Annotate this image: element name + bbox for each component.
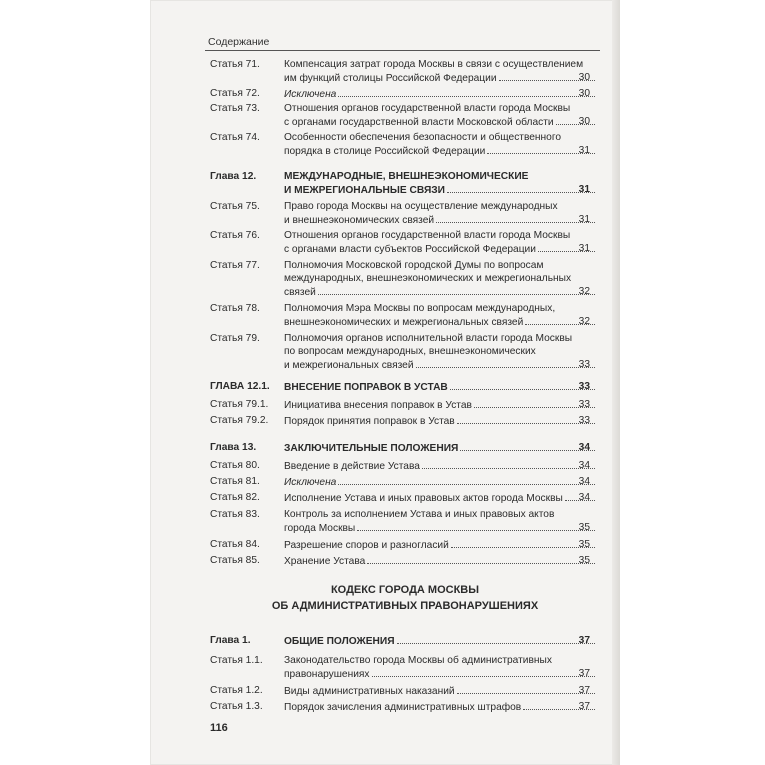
toc-entry-page: 37 [578,635,590,646]
toc-entry-title [284,332,584,372]
toc-entry-title-line [284,315,597,329]
toc-entry-title-line [284,441,597,455]
toc-entry-title-line [284,71,597,85]
toc-entry-title-text: связей [284,287,316,298]
toc-entry-label: Статья 79.1. [210,399,269,410]
toc-entry-title [284,508,584,535]
dot-leader [422,459,595,469]
toc-entry-title [284,380,584,394]
dot-leader [416,358,595,368]
toc-entry-title [284,684,584,698]
toc-entry-title-line [284,475,597,489]
toc-entry-label: Глава 1. [210,635,251,646]
toc-entry-title-line [284,398,597,412]
toc-entry-title-line [284,213,597,227]
toc-entry-title-line [284,538,597,552]
toc-entry-title-text: правонарушениях [284,669,370,680]
toc-entry-label: Статья 85. [210,555,260,566]
toc-entry-page: 34 [578,442,590,453]
dot-leader [318,285,595,295]
toc-entry-title-line [284,554,597,568]
toc-entry-page: 31 [578,145,590,156]
toc-entry-title [284,554,584,568]
toc-entry-title [284,87,584,101]
toc-entry-label: Статья 79.2. [210,415,269,426]
toc-entry-title [284,229,584,256]
toc-entry-label: Статья 78. [210,303,260,314]
toc-entry-label: Статья 81. [210,476,260,487]
toc-entry-title-text: и внешнеэкономических связей [284,215,435,226]
page-number: 116 [210,722,228,734]
toc-entry-title-text: Порядок зачисления административных штрафов [284,702,522,713]
toc-entry-page: 31 [578,214,590,225]
toc-entry-label: Глава 13. [210,442,257,453]
toc-entry-title [284,491,584,505]
toc-entry-title [284,102,584,129]
toc-entry-label: Статья 73. [210,103,260,114]
toc-entry-label: Статья 79. [210,333,260,344]
toc-entry-title [284,441,584,455]
toc-entry-title-line: международных, внешнеэкономических и межрегиональных [284,273,572,284]
toc-entry-page: 37 [578,668,590,679]
toc-entry-title [284,200,584,227]
toc-entry-title-line [284,358,597,372]
toc-entry-title-text: и межрегиональных связей [284,360,414,371]
toc-entry-title-line: МЕЖДУНАРОДНЫЕ, ВНЕШНЕЭКОНОМИЧЕСКИЕ [284,171,529,182]
toc-entry-title-text: ВНЕСЕНИЕ ПОПРАВОК В УСТАВ [284,382,448,393]
toc-entry-title-line [284,380,597,394]
toc-entry-title-line [284,684,597,698]
dot-leader [397,634,595,644]
dot-leader [357,521,595,531]
toc-entry-title [284,414,584,428]
toc-entry-title-text: ОБЩИЕ ПОЛОЖЕНИЯ [284,636,395,647]
toc-entry-title-text: Инициатива внесения поправок в Устав [284,400,472,411]
toc-entry-title-text: ЗАКЛЮЧИТЕЛЬНЫЕ ПОЛОЖЕНИЯ [284,443,459,454]
toc-entry-page: 32 [578,316,590,327]
toc-entry-title [284,700,584,714]
toc-entry-label: ГЛАВА 12.1. [210,381,270,392]
toc-entry-page: 35 [578,555,590,566]
toc-entry-label: Глава 12. [210,171,257,182]
toc-entry-title [284,459,584,473]
toc-entry-label: Статья 77. [210,260,260,271]
toc-entry-title-text: И МЕЖРЕГИОНАЛЬНЫЕ СВЯЗИ [284,185,446,196]
toc-entry-label: Статья 74. [210,132,260,143]
toc-entry-title-text: Введение в действие Устава [284,461,420,472]
toc-entry-title-line [284,115,597,129]
toc-entry-page: 33 [578,415,590,426]
toc-entry-title-text: Исполнение Устава и иных правовых актов города Москвы [284,493,563,504]
toc-entry-page: 35 [578,522,590,533]
toc-entry-title-line [284,634,597,648]
section-title-line1: КОДЕКС ГОРОДА МОСКВЫ [330,584,480,596]
dot-leader [338,475,595,485]
toc-entry-title-text: города Москвы [284,523,356,534]
toc-entry-label: Статья 75. [210,201,260,212]
toc-entry-title-text: Виды административных наказаний [284,686,455,697]
toc-entry-title-text: порядка в столице Российской Федерации [284,146,486,157]
toc-entry-page: 31 [578,184,590,195]
toc-entry-page: 33 [578,381,590,392]
toc-entry-label: Статья 1.3. [210,701,263,712]
toc-entry-title-line: Контроль за исполнением Устава и иных правовых актов [284,509,555,520]
toc-entry-page: 32 [578,286,590,297]
toc-entry-title-line [284,87,597,101]
toc-entry-title-line [284,700,597,714]
toc-entry-title-line: Право города Москвы на осуществление международных [284,201,558,212]
toc-entry-title [284,538,584,552]
toc-entry-title-line: Компенсация затрат города Москвы в связи с осуществлением [284,59,584,70]
toc-entry-title-line [284,242,597,256]
toc-entry-page: 35 [578,539,590,550]
toc-entry-page: 34 [578,460,590,471]
toc-entry-title-line [284,285,597,299]
toc-entry-title [284,259,584,299]
toc-entry-title [284,654,584,681]
toc-entry-title-line [284,491,597,505]
toc-entry-title-text: Исключена [284,477,337,488]
toc-entry-title-line: Отношения органов государственной власти города Москвы [284,230,571,241]
toc-entry-title-text: им функций столицы Российской Федерации [284,73,497,84]
toc-entry-label: Статья 1.1. [210,655,263,666]
toc-entry-title-line: по вопросам международных, внешнеэкономических [284,346,536,357]
toc-entry-title-line: Полномочия органов исполнительной власти города Москвы [284,333,573,344]
running-header: Содержание [208,36,270,48]
toc-entry-label: Статья 76. [210,230,260,241]
dot-leader [372,667,595,677]
toc-entry-page: 37 [578,701,590,712]
toc-entry-title-text: с органами государственной власти Московской области [284,117,554,128]
toc-entry-page: 34 [578,476,590,487]
toc-entry-title [284,131,584,158]
toc-entry-label: Статья 72. [210,88,260,99]
toc-entry-title-text: внешнеэкономических и межрегиональных связей [284,317,524,328]
toc-entry-page: 30 [578,88,590,99]
toc-entry-page: 33 [578,359,590,370]
toc-entry-title [284,475,584,489]
toc-entry-title-line: Законодательство города Москвы об административных [284,655,552,666]
toc-entry-title-line [284,144,597,158]
toc-entry-title-line: Отношения органов государственной власти города Москвы [284,103,571,114]
toc-entry-label: Статья 80. [210,460,260,471]
toc-entry-page: 30 [578,116,590,127]
toc-entry-title-line [284,521,597,535]
toc-entry-title [284,398,584,412]
toc-entry-label: Статья 1.2. [210,685,263,696]
toc-entry-title-text: Порядок принятия поправок в Устав [284,416,455,427]
toc-entry-label: Статья 71. [210,59,260,70]
toc-entry-title-line: Полномочия Мэра Москвы по вопросам международных, [284,303,556,314]
toc-entry-page: 37 [578,685,590,696]
toc-entry-page: 30 [578,72,590,83]
toc-entry-label: Статья 82. [210,492,260,503]
toc-entry-title-text: с органами власти субъектов Российской Федерации [284,244,536,255]
toc-entry-page: 33 [578,399,590,410]
toc-entry-title-text: Хранение Устава [284,556,366,567]
toc-entry-title [284,58,584,85]
dot-leader [367,554,595,564]
toc-entry-label: Статья 83. [210,509,260,520]
toc-entry-title-line [284,183,597,197]
toc-entry-page: 31 [578,243,590,254]
toc-entry-title [284,634,584,648]
section-title-line2: ОБ АДМИНИСТРАТИВНЫХ ПРАВОНАРУШЕНИЯХ [271,600,539,612]
dot-leader [338,87,595,97]
toc-entry-title [284,302,584,329]
toc-entry-title-line: Особенности обеспечения безопасности и общественного [284,132,561,143]
toc-entry-title-line [284,459,597,473]
toc-entry-label: Статья 84. [210,539,260,550]
toc-entry-title-line [284,414,597,428]
toc-entry-title [284,170,584,197]
toc-entry-title-line [284,667,597,681]
toc-entry-title-text: Исключена [284,89,337,100]
toc-entry-title-line: Полномочия Московской городской Думы по вопросам [284,260,544,271]
toc-entry-title-text: Разрешение споров и разногласий [284,540,449,551]
toc-entry-page: 34 [578,492,590,503]
